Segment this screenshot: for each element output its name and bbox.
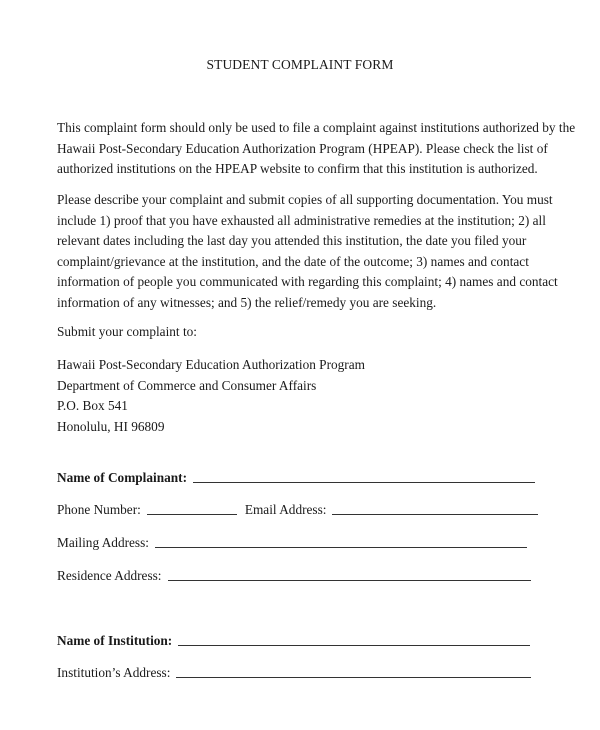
instructions-line: information of any witnesses; and 5) the relief/remedy you are seeking. (57, 294, 437, 310)
institution-address-label: Institution’s Address: (57, 665, 171, 680)
institution-name-row (57, 633, 530, 649)
email-address-label: Email Address: (244, 502, 327, 517)
instructions-paragraph (57, 190, 558, 313)
complainant-name-row (57, 470, 535, 486)
instructions-line: Please describe your complaint and submit copies of all supporting documentation. You must (57, 192, 553, 207)
complainant-name-field[interactable] (193, 481, 535, 483)
address-line: Hawaii Post-Secondary Education Authorization Program (57, 357, 365, 372)
mailing-address-field[interactable] (155, 546, 527, 548)
institution-address-row (57, 665, 531, 681)
mailing-address-block (57, 355, 547, 437)
phone-number-label: Phone Number: (57, 502, 141, 517)
instructions-line: information of people you communicated with regarding this complaint; 4) names and contact (57, 274, 558, 289)
mailing-address-row (57, 535, 527, 551)
instructions-line: include 1) proof that you have exhausted all administrative remedies at the institution; 2) all (57, 212, 546, 228)
submit-to-label: Submit your complaint to: (57, 324, 197, 339)
intro-line: This complaint form should only be used to file a complaint against institutions authorized by the (57, 120, 576, 135)
form-title: STUDENT COMPLAINT FORM (206, 57, 394, 72)
complainant-name-label: Name of Complainant: (57, 470, 188, 485)
contact-row (57, 502, 538, 518)
intro-line: Hawaii Post-Secondary Education Authorization Program (HPEAP). Please check the list of (57, 140, 548, 156)
mailing-address-label: Mailing Address: (57, 535, 149, 550)
institution-name-label: Name of Institution: (57, 633, 173, 648)
instructions-line: relevant dates including the last day you attended this institution, the date you filed your (57, 233, 527, 248)
institution-address-field[interactable] (176, 676, 531, 678)
residence-address-field[interactable] (168, 579, 531, 581)
residence-address-label: Residence Address: (57, 568, 162, 583)
intro-line: authorized institutions on the HPEAP website to confirm that this institution is authorized. (57, 161, 538, 176)
address-line: Department of Commerce and Consumer Affairs (57, 377, 317, 393)
instructions-line: complaint/grievance at the institution, and the date of the outcome; 3) names and contact (57, 253, 529, 269)
email-address-field[interactable] (332, 513, 538, 515)
intro-paragraph (57, 118, 576, 180)
address-line: P.O. Box 541 (57, 398, 128, 413)
institution-name-field[interactable] (178, 644, 530, 646)
residence-address-row (57, 568, 531, 584)
address-line: Honolulu, HI 96809 (57, 418, 165, 434)
submit-to-text (57, 322, 547, 343)
phone-number-field[interactable] (147, 513, 237, 515)
